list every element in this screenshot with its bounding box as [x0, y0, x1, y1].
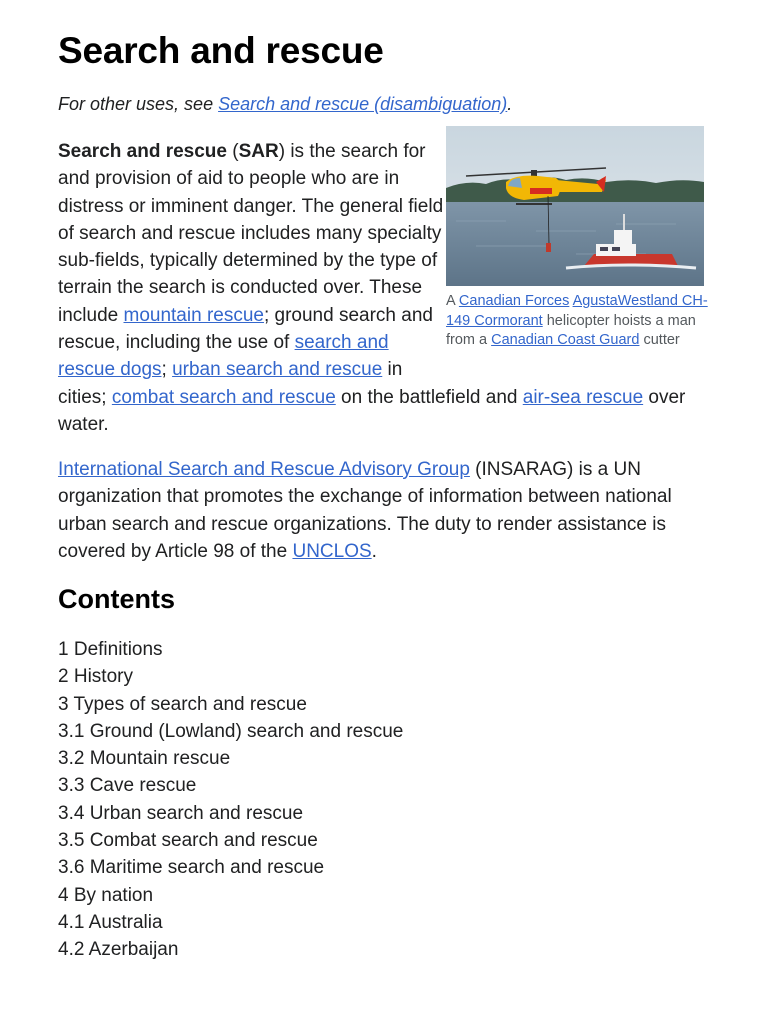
caption-text: helicopter hoists a man from a: [446, 312, 696, 348]
toc-item[interactable]: 3.4 Urban search and rescue: [58, 802, 304, 824]
helicopter-rescue-illustration: [446, 126, 704, 286]
disambiguation-link[interactable]: Search and rescue (disambiguation): [218, 94, 508, 114]
figure-caption: [446, 292, 708, 351]
combat-sar-link[interactable]: combat search and rescue: [111, 386, 336, 408]
toc-item[interactable]: 4.1 Australia: [58, 911, 163, 933]
intro-text: ) is the search for and provision of aid to people who are in distress or imminent danger. The general field of search and rescue includes many specialty sub-fields, typically determined by the type of terrain the search is conducted over. These include: [58, 141, 444, 326]
caption-text: A: [446, 293, 459, 309]
intro-text: ; ground search and rescue, including the use of: [58, 304, 433, 354]
caption-text: cutter: [639, 332, 680, 348]
helicopter-rescue-image[interactable]: [446, 126, 704, 286]
air-sea-rescue-link[interactable]: air-sea rescue: [522, 386, 644, 408]
toc-item[interactable]: 3.2 Mountain rescue: [58, 748, 231, 770]
para-text: .: [371, 540, 377, 562]
unclos-link[interactable]: UNCLOS: [292, 540, 372, 562]
contents-heading: Contents: [58, 584, 175, 614]
sar-dogs-link[interactable]: search and rescue dogs: [58, 332, 389, 381]
toc-item[interactable]: 3.1 Ground (Lowland) search and rescue: [58, 720, 404, 742]
bold-term: Search and rescue: [58, 141, 227, 162]
hatnote-suffix: .: [507, 94, 513, 114]
intro-text: ;: [161, 359, 173, 381]
bold-abbr: SAR: [238, 141, 279, 162]
hatnote: [58, 94, 512, 115]
intro-text: in cities;: [58, 359, 403, 408]
mountain-rescue-link[interactable]: mountain rescue: [123, 304, 264, 326]
table-of-contents: [58, 636, 403, 964]
para-text: (INSARAG) is a UN organization that promotes the exchange of information between national urban search and rescue organizations. The duty to render assistance is covered by Article 98 of the: [58, 459, 672, 562]
canadian-forces-link[interactable]: Canadian Forces: [458, 293, 570, 309]
toc-item[interactable]: 3.5 Combat search and rescue: [58, 830, 318, 852]
infobox-figure: [446, 126, 708, 351]
urban-sar-link[interactable]: urban search and rescue: [172, 359, 383, 381]
insarag-link[interactable]: International Search and Rescue Advisory Group: [58, 459, 470, 480]
toc-item[interactable]: 3 Types of search and rescue: [58, 693, 307, 715]
coast-guard-link[interactable]: Canadian Coast Guard: [491, 332, 640, 348]
toc-item[interactable]: 3.3 Cave rescue: [58, 775, 197, 797]
intro-text: (: [226, 141, 239, 162]
toc-item[interactable]: 4 By nation: [58, 884, 154, 906]
page-title: Search and rescue: [58, 30, 384, 71]
intro-text: on the battlefield and: [335, 386, 523, 408]
toc-item[interactable]: 4.2 Azerbaijan: [58, 939, 179, 961]
toc-item[interactable]: 3.6 Maritime search and rescue: [58, 857, 325, 879]
toc-item[interactable]: 1 Definitions: [58, 639, 163, 660]
intro-text: over water.: [58, 386, 686, 435]
intro-paragraph: [58, 138, 708, 438]
toc-item[interactable]: 2 History: [58, 666, 133, 688]
hatnote-prefix: For other uses, see: [58, 94, 219, 114]
cormorant-link[interactable]: AgustaWestland CH-149 Cormorant: [446, 293, 708, 329]
insarag-paragraph: [58, 456, 708, 565]
